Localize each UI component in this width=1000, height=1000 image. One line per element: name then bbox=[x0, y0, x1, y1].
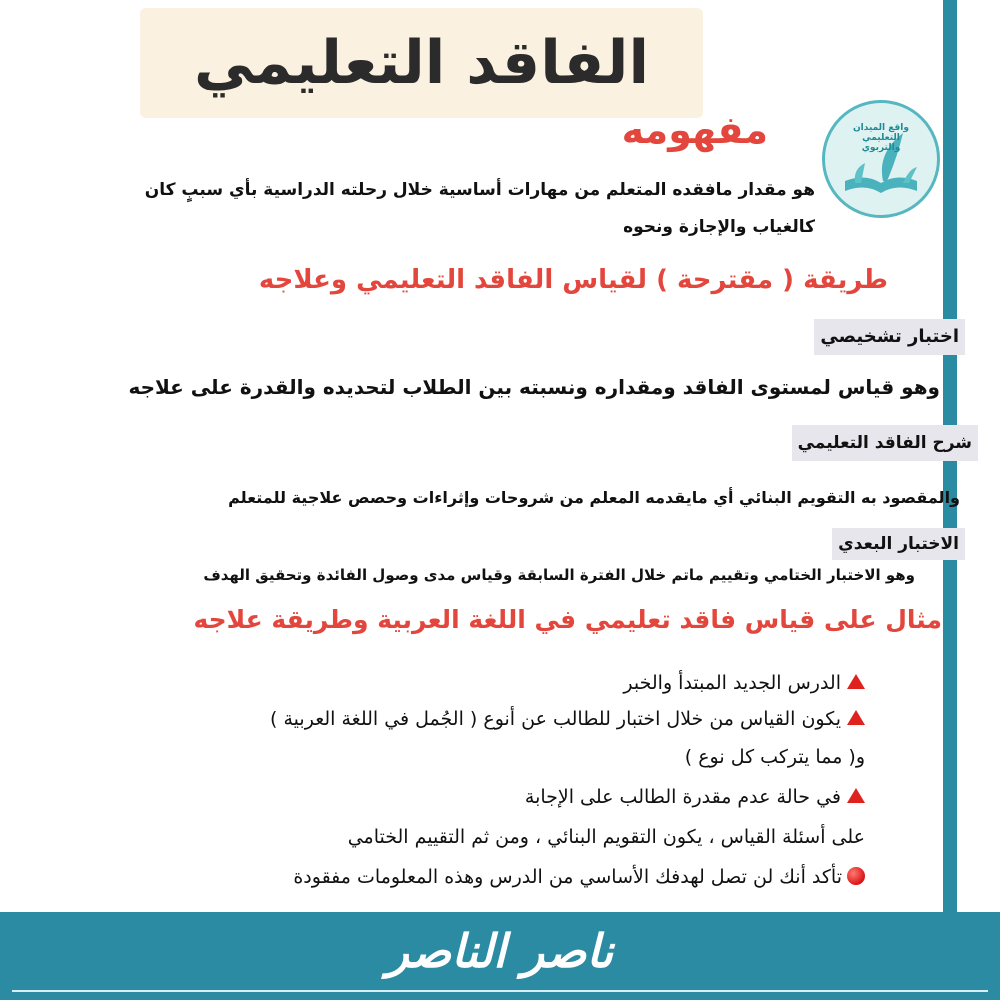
bullet-text: يكون القياس من خلال اختبار للطالب عن أنوع ( الجُمل في اللغة العربية ) bbox=[270, 708, 841, 730]
bullet-text: تأكد أنك لن تصل لهدفك الأساسي من الدرس وهذه المعلومات مفقودة bbox=[293, 866, 842, 888]
method-heading: طريقة ( مقترحة ) لقياس الفاقد التعليمي وعلاجه bbox=[258, 265, 888, 295]
example-bullet bbox=[270, 708, 865, 730]
red-triangle-icon bbox=[847, 674, 865, 689]
logo bbox=[822, 100, 940, 218]
author-name: ناصر الناصر bbox=[386, 924, 614, 978]
bullet-text: الدرس الجديد المبتدأ والخبر bbox=[623, 672, 841, 694]
red-triangle-icon bbox=[847, 788, 865, 803]
example-bullet-continuation bbox=[685, 746, 865, 768]
logo-text-line: التعليمي bbox=[862, 133, 900, 143]
footer bbox=[12, 912, 988, 992]
example-bullet bbox=[293, 866, 865, 888]
step-text-explanation: والمقصود به التقويم البنائي أي مايقدمه المعلم من شروحات وإثراءات وحصص علاجية للمتعلم bbox=[228, 488, 960, 507]
example-bullet bbox=[525, 786, 865, 808]
logo-text-line: والتربوي bbox=[861, 143, 901, 153]
concept-line-1: هو مقدار مافقده المتعلم من مهارات أساسية خلال رحلته الدراسية بأي سببٍ كان bbox=[144, 180, 815, 200]
page-title: الفاقد التعليمي bbox=[194, 28, 650, 98]
step-label-diagnostic: اختبار تشخيصي bbox=[814, 319, 965, 355]
example-bullet-continuation bbox=[348, 826, 865, 848]
example-bullet bbox=[623, 672, 865, 694]
concept-heading: مفهومه bbox=[621, 108, 768, 152]
step-label-explanation: شرح الفاقد التعليمي bbox=[792, 425, 978, 461]
title-banner bbox=[140, 8, 703, 118]
red-triangle-icon bbox=[847, 710, 865, 725]
red-circle-icon bbox=[847, 867, 865, 885]
step-text-post-test: وهو الاختبار الختامي وتقييم ماتم خلال الفترة السابقة وقياس مدى وصول الفائدة وتحقيق الهدف bbox=[203, 566, 915, 584]
step-text-diagnostic: وهو قياس لمستوى الفاقد ومقداره ونسبته بين الطلاب لتحديده والقدرة على علاجه bbox=[128, 375, 940, 399]
bullet-text: و( مما يتركب كل نوع ) bbox=[684, 746, 865, 768]
bullet-text: على أسئلة القياس ، يكون التقويم البنائي ، ومن ثم التقييم الختامي bbox=[347, 826, 865, 848]
bullet-text: في حالة عدم مقدرة الطالب على الإجابة bbox=[524, 786, 841, 808]
example-heading: مثال على قياس فاقد تعليمي في اللغة العربية وطريقة علاجه bbox=[193, 605, 942, 634]
logo-text-line: واقع الميدان bbox=[853, 123, 909, 133]
step-label-post-test: الاختبار البعدي bbox=[832, 528, 965, 560]
concept-line-2: كالغياب والإجازة ونحوه bbox=[623, 217, 815, 237]
feather-book-icon bbox=[825, 103, 937, 215]
